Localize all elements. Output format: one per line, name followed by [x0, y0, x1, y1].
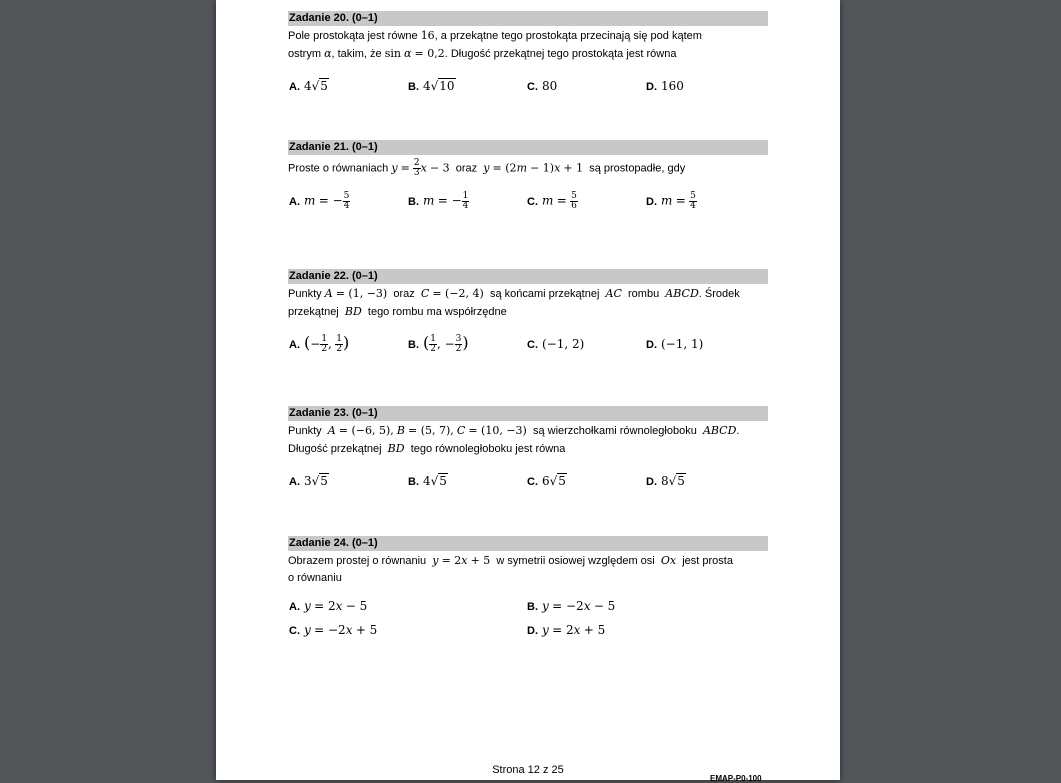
answer-a[interactable]: A. (− $\frac{1}{2}$ , $\frac{1}{2}$ ) — [289, 333, 350, 355]
task-header: Zadanie 23. (0–1) — [288, 406, 768, 421]
task-text-line-1: Punkty A = (1, −3) oraz C = (−2, 4) są końcami przekątnej AC rombu ABCD. Środek — [288, 287, 740, 300]
task-text-line-2: przekątnej BD tego rombu ma współrzędne — [288, 305, 507, 318]
task-header: Zadanie 20. (0–1) — [288, 11, 768, 26]
answer-options — [288, 73, 768, 113]
answer-options — [288, 599, 768, 649]
answer-b[interactable]: B. m = − $\frac{1}{4}$ — [408, 191, 469, 211]
answer-c[interactable]: C. (−1, 2) — [527, 337, 585, 351]
answer-c[interactable]: C. 6√5 — [527, 474, 566, 488]
answer-b[interactable]: B. y = −2x − 5 — [527, 599, 616, 613]
answer-d[interactable]: D. y = 2x + 5 — [527, 623, 606, 637]
task-text — [288, 552, 768, 587]
task-24 — [288, 536, 768, 649]
task-text-line-2: ostrym α, takim, że sin α = 0,2. Długość przekątnej tego prostokąta jest równa — [288, 47, 677, 60]
task-header: Zadanie 21. (0–1) — [288, 140, 768, 155]
task-header: Zadanie 24. (0–1) — [288, 536, 768, 551]
task-text-line-1: Pole prostokąta jest równe 16, a przekątne tego prostokąta przecinają się pod kątem — [288, 29, 702, 42]
answer-b[interactable]: B. ( $\frac{1}{2}$ , − $\frac{3}{2}$ ) — [408, 333, 469, 355]
answer-a[interactable]: A. 4√5 — [289, 79, 328, 93]
answer-c[interactable]: C. y = −2x + 5 — [289, 623, 378, 637]
answer-c[interactable]: C. m = $\frac{5}{6}$ — [527, 191, 577, 211]
answer-options — [288, 468, 768, 508]
document-page — [216, 0, 840, 783]
task-21 — [288, 140, 768, 232]
answer-b[interactable]: B. 4√5 — [408, 474, 447, 488]
task-text-line-2: Długość przekątnej BD tego równoległoboku jest równa — [288, 442, 566, 455]
answer-c[interactable]: C. 80 — [527, 79, 558, 93]
task-text — [288, 285, 768, 321]
answer-a[interactable]: A. 3√5 — [289, 474, 328, 488]
answer-b[interactable]: B. 4√10 — [408, 79, 455, 93]
task-header: Zadanie 22. (0–1) — [288, 269, 768, 284]
answer-options — [288, 333, 768, 373]
task-text-line-1: Proste o równaniach y = $\frac{2}{3}$ x − 3 oraz y = (2m − 1)x + 1 są prostopadłe, gdy — [288, 158, 686, 178]
task-text — [288, 27, 768, 63]
answer-d[interactable]: D. 160 — [646, 79, 684, 93]
page-number: Strona 12 z 25 — [492, 764, 564, 776]
task-text — [288, 422, 768, 458]
answer-options — [288, 192, 768, 232]
task-text-line-2: o równaniu — [288, 572, 342, 584]
exam-code: EMAP-P0-100 — [710, 774, 762, 783]
task-text-line-1: Punkty A = (−6, 5), B = (5, 7), C = (10, −3) są wierzchołkami równoległoboku ABCD. — [288, 424, 740, 437]
answer-a[interactable]: A. y = 2x − 5 — [289, 599, 368, 613]
answer-a[interactable]: A. m = − $\frac{5}{4}$ — [289, 191, 350, 211]
answer-d[interactable]: D. (−1, 1) — [646, 337, 704, 351]
answer-d[interactable]: D. m = $\frac{5}{4}$ — [646, 191, 696, 211]
task-text-line-1: Obrazem prostej o równaniu y = 2x + 5 w symetrii osiowej względem osi Ox jest prosta — [288, 554, 733, 567]
task-text — [288, 159, 768, 178]
task-20 — [288, 11, 768, 113]
task-22 — [288, 269, 768, 373]
task-23 — [288, 406, 768, 508]
answer-d[interactable]: D. 8√5 — [646, 474, 685, 488]
